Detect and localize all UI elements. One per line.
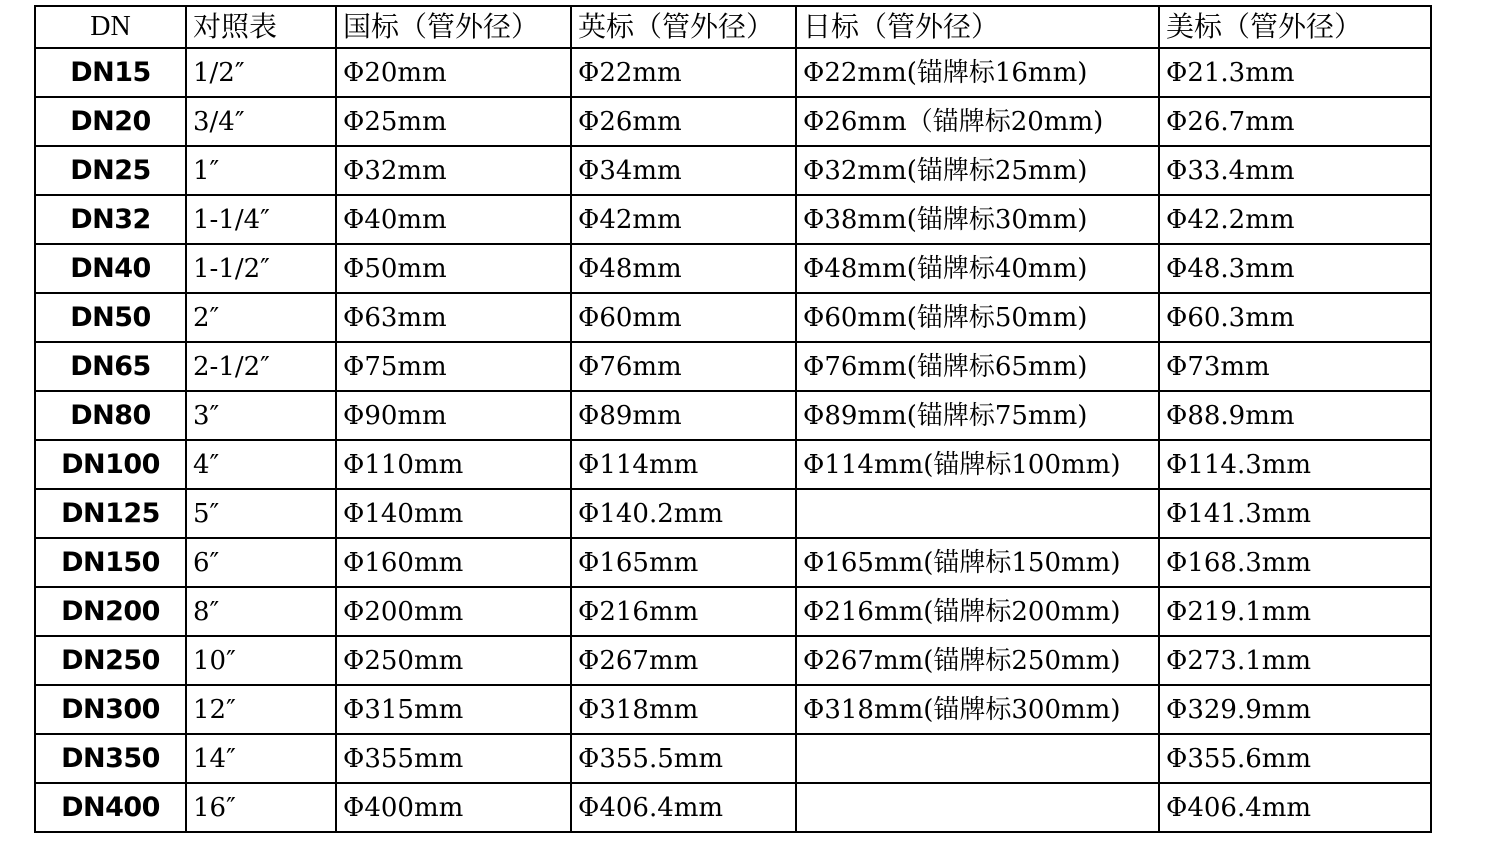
gb-cell: Φ315mm xyxy=(336,685,571,734)
bs-cell: Φ114mm xyxy=(571,440,796,489)
dn-cell: DN20 xyxy=(35,97,186,146)
bs-cell: Φ406.4mm xyxy=(571,783,796,832)
inch-cell: 12″ xyxy=(186,685,336,734)
gb-cell: Φ140mm xyxy=(336,489,571,538)
gb-cell: Φ63mm xyxy=(336,293,571,342)
ansi-cell: Φ21.3mm xyxy=(1159,48,1431,97)
table-row xyxy=(35,391,1431,440)
table-row xyxy=(35,587,1431,636)
inch-cell: 6″ xyxy=(186,538,336,587)
inch-cell: 2″ xyxy=(186,293,336,342)
ansi-cell: Φ88.9mm xyxy=(1159,391,1431,440)
gb-cell: Φ75mm xyxy=(336,342,571,391)
jis-cell: Φ48mm(锚牌标40mm) xyxy=(796,244,1159,293)
bs-cell: Φ48mm xyxy=(571,244,796,293)
jis-cell: Φ89mm(锚牌标75mm) xyxy=(796,391,1159,440)
jis-cell xyxy=(796,489,1159,538)
inch-cell: 3/4″ xyxy=(186,97,336,146)
jis-cell: Φ22mm(锚牌标16mm) xyxy=(796,48,1159,97)
ansi-cell: Φ406.4mm xyxy=(1159,783,1431,832)
ansi-cell: Φ219.1mm xyxy=(1159,587,1431,636)
inch-cell: 16″ xyxy=(186,783,336,832)
bs-cell: Φ60mm xyxy=(571,293,796,342)
jis-cell: Φ318mm(锚牌标300mm) xyxy=(796,685,1159,734)
gb-cell: Φ250mm xyxy=(336,636,571,685)
table-row xyxy=(35,342,1431,391)
table-row xyxy=(35,440,1431,489)
dn-cell: DN400 xyxy=(35,783,186,832)
bs-cell: Φ165mm xyxy=(571,538,796,587)
inch-cell: 10″ xyxy=(186,636,336,685)
header-inch-equivalent: 对照表 xyxy=(186,6,336,48)
dn-cell: DN300 xyxy=(35,685,186,734)
gb-cell: Φ20mm xyxy=(336,48,571,97)
ansi-cell: Φ114.3mm xyxy=(1159,440,1431,489)
inch-cell: 2-1/2″ xyxy=(186,342,336,391)
dn-cell: DN350 xyxy=(35,734,186,783)
dn-cell: DN65 xyxy=(35,342,186,391)
bs-cell: Φ26mm xyxy=(571,97,796,146)
bs-cell: Φ318mm xyxy=(571,685,796,734)
table-row xyxy=(35,734,1431,783)
bs-cell: Φ89mm xyxy=(571,391,796,440)
ansi-cell: Φ26.7mm xyxy=(1159,97,1431,146)
jis-cell xyxy=(796,734,1159,783)
inch-cell: 1/2″ xyxy=(186,48,336,97)
dn-cell: DN150 xyxy=(35,538,186,587)
jis-cell: Φ60mm(锚牌标50mm) xyxy=(796,293,1159,342)
dn-cell: DN250 xyxy=(35,636,186,685)
gb-cell: Φ400mm xyxy=(336,783,571,832)
table-header xyxy=(35,6,1431,48)
table-row xyxy=(35,293,1431,342)
ansi-cell: Φ48.3mm xyxy=(1159,244,1431,293)
inch-cell: 4″ xyxy=(186,440,336,489)
inch-cell: 14″ xyxy=(186,734,336,783)
inch-cell: 5″ xyxy=(186,489,336,538)
ansi-cell: Φ60.3mm xyxy=(1159,293,1431,342)
bs-cell: Φ216mm xyxy=(571,587,796,636)
gb-cell: Φ355mm xyxy=(336,734,571,783)
bs-cell: Φ76mm xyxy=(571,342,796,391)
gb-cell: Φ25mm xyxy=(336,97,571,146)
header-bs-standard: 英标（管外径） xyxy=(571,6,796,48)
bs-cell: Φ42mm xyxy=(571,195,796,244)
ansi-cell: Φ168.3mm xyxy=(1159,538,1431,587)
jis-cell: Φ216mm(锚牌标200mm) xyxy=(796,587,1159,636)
bs-cell: Φ267mm xyxy=(571,636,796,685)
bs-cell: Φ34mm xyxy=(571,146,796,195)
pipe-size-comparison-table xyxy=(34,5,1432,833)
gb-cell: Φ200mm xyxy=(336,587,571,636)
inch-cell: 1″ xyxy=(186,146,336,195)
gb-cell: Φ110mm xyxy=(336,440,571,489)
bs-cell: Φ140.2mm xyxy=(571,489,796,538)
table-row xyxy=(35,146,1431,195)
table-row xyxy=(35,48,1431,97)
gb-cell: Φ50mm xyxy=(336,244,571,293)
dn-cell: DN15 xyxy=(35,48,186,97)
dn-cell: DN25 xyxy=(35,146,186,195)
jis-cell xyxy=(796,783,1159,832)
gb-cell: Φ40mm xyxy=(336,195,571,244)
ansi-cell: Φ355.6mm xyxy=(1159,734,1431,783)
gb-cell: Φ160mm xyxy=(336,538,571,587)
header-gb-standard: 国标（管外径） xyxy=(336,6,571,48)
table-row xyxy=(35,195,1431,244)
table-row xyxy=(35,97,1431,146)
dn-cell: DN200 xyxy=(35,587,186,636)
header-jis-standard: 日标（管外径） xyxy=(796,6,1159,48)
gb-cell: Φ32mm xyxy=(336,146,571,195)
bs-cell: Φ22mm xyxy=(571,48,796,97)
jis-cell: Φ26mm（锚牌标20mm) xyxy=(796,97,1159,146)
gb-cell: Φ90mm xyxy=(336,391,571,440)
header-ansi-standard: 美标（管外径） xyxy=(1159,6,1431,48)
dn-cell: DN32 xyxy=(35,195,186,244)
header-row xyxy=(35,6,1431,48)
dn-cell: DN50 xyxy=(35,293,186,342)
table-row xyxy=(35,538,1431,587)
table-row xyxy=(35,489,1431,538)
inch-cell: 3″ xyxy=(186,391,336,440)
jis-cell: Φ76mm(锚牌标65mm) xyxy=(796,342,1159,391)
inch-cell: 1-1/4″ xyxy=(186,195,336,244)
ansi-cell: Φ42.2mm xyxy=(1159,195,1431,244)
inch-cell: 1-1/2″ xyxy=(186,244,336,293)
table-row xyxy=(35,244,1431,293)
ansi-cell: Φ73mm xyxy=(1159,342,1431,391)
ansi-cell: Φ273.1mm xyxy=(1159,636,1431,685)
jis-cell: Φ114mm(锚牌标100mm) xyxy=(796,440,1159,489)
dn-cell: DN40 xyxy=(35,244,186,293)
pipe-size-comparison-sheet xyxy=(34,5,1430,831)
jis-cell: Φ165mm(锚牌标150mm) xyxy=(796,538,1159,587)
inch-cell: 8″ xyxy=(186,587,336,636)
jis-cell: Φ267mm(锚牌标250mm) xyxy=(796,636,1159,685)
table-body xyxy=(35,48,1431,832)
bs-cell: Φ355.5mm xyxy=(571,734,796,783)
ansi-cell: Φ141.3mm xyxy=(1159,489,1431,538)
header-dn: DN xyxy=(35,6,186,48)
jis-cell: Φ38mm(锚牌标30mm) xyxy=(796,195,1159,244)
dn-cell: DN80 xyxy=(35,391,186,440)
table-row xyxy=(35,783,1431,832)
jis-cell: Φ32mm(锚牌标25mm) xyxy=(796,146,1159,195)
table-row xyxy=(35,685,1431,734)
dn-cell: DN125 xyxy=(35,489,186,538)
ansi-cell: Φ33.4mm xyxy=(1159,146,1431,195)
dn-cell: DN100 xyxy=(35,440,186,489)
table-row xyxy=(35,636,1431,685)
ansi-cell: Φ329.9mm xyxy=(1159,685,1431,734)
